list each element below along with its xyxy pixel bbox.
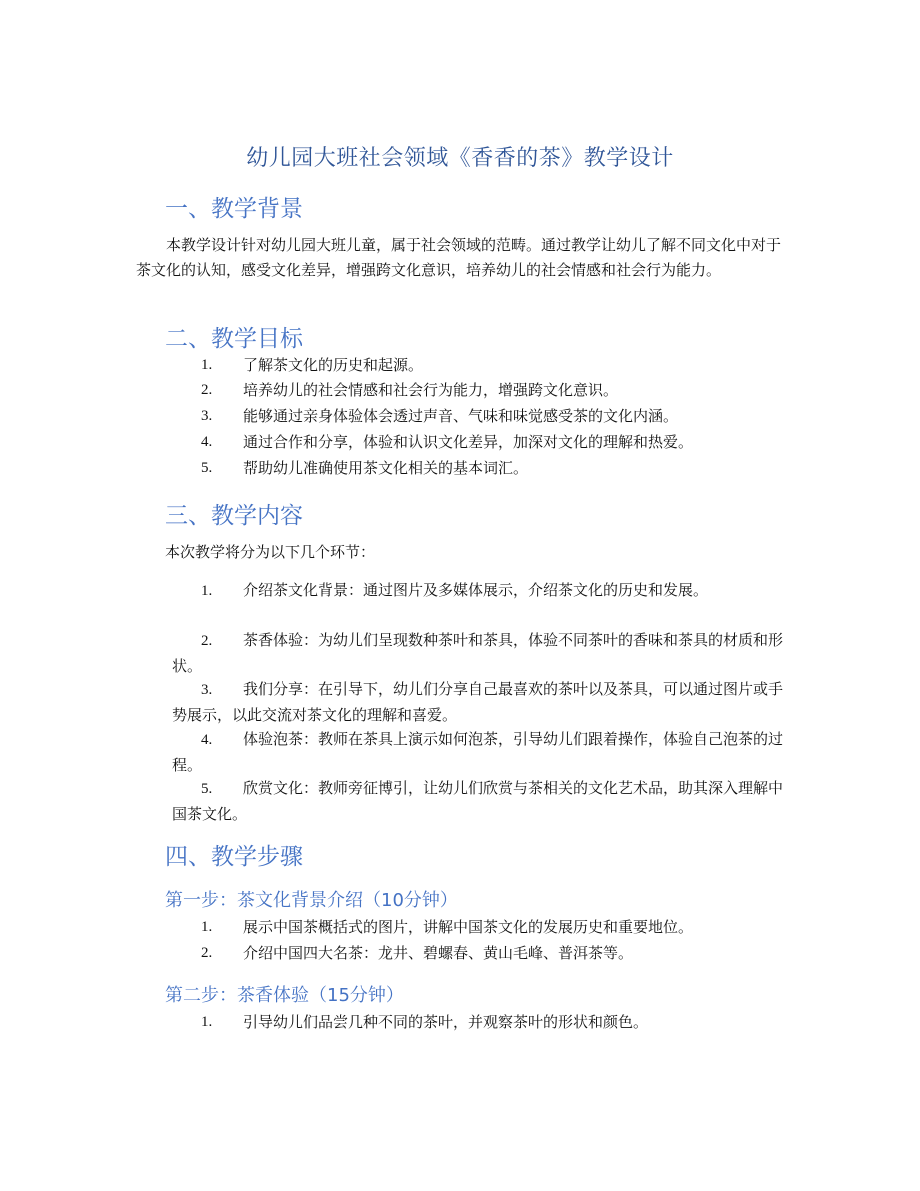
list-item-text: 欣赏文化：教师旁征博引，让幼儿们欣赏与茶相关的文化艺术品，助其深入理解中国茶文化。 [172,779,784,823]
section-heading-steps: 四、教学步骤 [165,844,303,870]
list-item-number: 5. [201,460,213,476]
list-item-text: 介绍茶文化背景：通过图片及多媒体展示，介绍茶文化的历史和发展。 [243,581,709,599]
list-item-number: 5. [201,781,213,797]
list-item-number: 1. [201,357,213,373]
list-item: 展示中国茶概括式的图片，讲解中国茶文化的发展历史和重要地位。 [243,918,694,936]
list-item: 引导幼儿们品尝几种不同的茶叶，并观察茶叶的形状和颜色。 [243,1013,649,1031]
list-item-text: 茶香体验：为幼儿们呈现数种茶叶和茶具，体验不同茶叶的香味和茶具的材质和形状。 [172,631,784,675]
section-heading-background: 一、教学背景 [165,196,303,222]
list-item: 能够通过亲身体验体会透过声音、气味和味觉感受茶的文化内涵。 [243,407,679,425]
list-item-number: 2. [201,382,213,398]
list-item-number: 1. [201,919,213,935]
list-item: 介绍中国四大名茶：龙井、碧螺春、黄山毛峰、普洱茶等。 [243,944,634,962]
list-item-number: 4. [201,434,213,450]
list-item-text: 我们分享：在引导下，幼儿们分享自己最喜欢的茶叶以及茶具，可以通过图片或手势展示，以此交流对茶文化的理解和喜爱。 [172,680,784,724]
list-item: 培养幼儿的社会情感和社会行为能力，增强跨文化意识。 [243,381,619,399]
list-item [172,628,788,679]
list-item [172,677,788,728]
list-item: 通过合作和分享，体验和认识文化差异，加深对文化的理解和热爱。 [243,433,694,451]
list-item [172,776,788,827]
list-item-text: 体验泡茶：教师在茶具上演示如何泡茶，引导幼儿们跟着操作，体验自己泡茶的过程。 [172,730,784,774]
section-heading-goals: 二、教学目标 [165,326,303,352]
step1-heading: 第一步：茶文化背景介绍（10分钟） [165,890,458,911]
step2-heading: 第二步：茶香体验（15分钟） [165,985,404,1006]
list-item-number: 1. [201,1014,213,1030]
list-item-number: 4. [201,732,213,748]
document-title: 幼儿园大班社会领域《香香的茶》教学设计 [246,146,674,171]
list-item: 了解茶文化的历史和起源。 [243,356,424,374]
section-heading-content: 三、教学内容 [165,503,303,529]
content-intro: 本次教学将分为以下几个环节： [165,543,376,561]
list-item [172,727,788,778]
list-item-number: 3. [201,682,213,698]
list-item-number: 2. [201,945,213,961]
background-paragraph: 本教学设计针对幼儿园大班儿童，属于社会领域的范畴。通过教学让幼儿了解不同文化中对于茶文化的认知，感受文化差异，增强跨文化意识，培养幼儿的社会情感和社会行为能力。 [136,236,782,279]
list-item-number: 3. [201,408,213,424]
list-item [172,578,788,604]
list-item-number: 2. [201,633,213,649]
list-item-number: 1. [201,583,213,599]
list-item: 帮助幼儿准确使用茶文化相关的基本词汇。 [243,459,529,477]
